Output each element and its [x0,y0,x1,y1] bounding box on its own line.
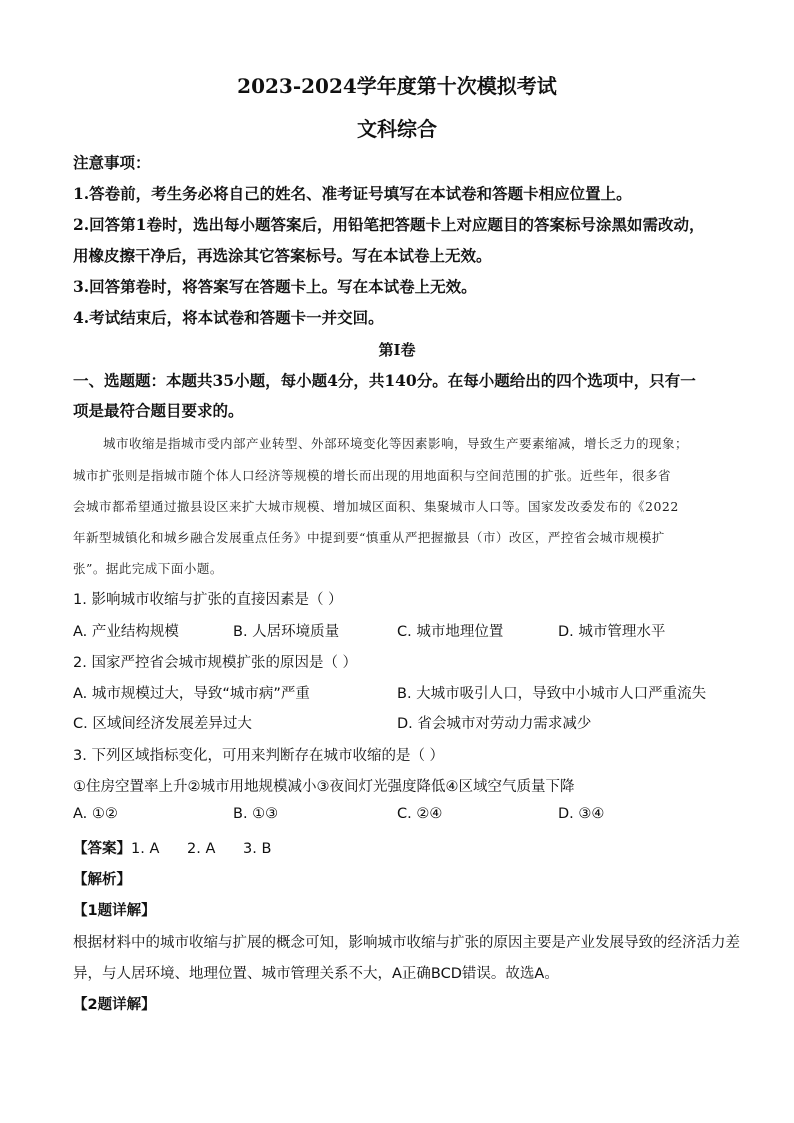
passage-line: 张”。据此完成下面小题。 [73,561,223,576]
section-instruction: 一、选题题：本题共35小题，每小题4分，共140分。在每小题给出的四个选项中，只有一 [73,371,696,390]
option-b: B. 大城市吸引人口，导致中小城市人口严重流失 [397,686,707,702]
option-a: A. 产业结构规模 [73,624,179,640]
section-instruction: 项是最符合题目要求的。 [73,401,244,420]
passage-line: 城市收缩是指城市受内部产业转型、外部环境变化等因素影响，导致生产要素缩减，增长乏力的现象； [103,436,689,451]
exam-title: 2023-2024学年度第十次模拟考试 [237,74,557,98]
question-stem: 2. 国家严控省会城市规模扩张的原因是（ ） [73,655,358,671]
passage-line: 会城市都希望通过撤县设区来扩大城市规模、增加城区面积、集聚城市人口等。国家发改委发布的《2022 [73,499,679,514]
detail-1-text: 异，与人居环境、地理位置、城市管理关系不大，A正确BCD错误。故选A。 [73,966,559,982]
notice-item: 4.考试结束后，将本试卷和答题卡一并交回。 [73,308,384,327]
question-stem: 1. 影响城市收缩与扩张的直接因素是（ ） [73,592,343,608]
question-statements: ①住房空置率上升②城市用地规模减小③夜间灯光强度降低④区域空气质量下降 [73,779,575,795]
option-c: C. ②④ [397,806,443,822]
notice-heading: 注意事项： [73,153,151,172]
notice-item: 用橡皮擦干净后，再选涂其它答案标号。写在本试卷上无效。 [73,246,492,265]
volume-heading: 第I卷 [378,341,416,359]
detail-1-text: 根据材料中的城市收缩与扩展的概念可知，影响城市收缩与扩张的原因主要是产业发展导致的经济活力差 [73,935,740,951]
option-a: A. ①② [73,806,118,822]
option-b: B. ①③ [233,806,279,822]
answer-tag: 【答案】 [73,841,131,857]
answer-line [73,837,271,858]
option-c: C. 城市地理位置 [397,624,504,640]
notice-item: 1.答卷前，考生务必将自己的姓名、准考证号填写在本试卷和答题卡相应位置上。 [73,184,632,203]
exam-subject: 文科综合 [357,117,437,141]
detail-1-tag: 【1题详解】 [73,903,156,919]
notice-item: 3.回答第卷时，将答案写在答题卡上。写在本试卷上无效。 [73,277,477,296]
passage-line: 城市扩张则是指城市随个体人口经济等规模的增长而出现的用地面积与空间范围的扩张。近些年，很多省 [73,468,672,483]
notice-item: 2.回答第1卷时，选出每小题答案后，用铅笔把答题卡上对应题目的答案标号涂黑如需改动， [73,215,705,234]
option-a: A. 城市规模过大，导致“城市病”严重 [73,686,310,702]
option-d: D. 省会城市对劳动力需求减少 [397,716,592,732]
passage-line: 年新型城镇化和城乡融合发展重点任务》中提到要“慎重从严把握撤县（市）改区，严控省会城市规模扩 [73,530,665,545]
option-c: C. 区域间经济发展差异过大 [73,716,252,732]
detail-2-tag: 【2题详解】 [73,997,156,1013]
option-d: D. ③④ [558,806,605,822]
option-b: B. 人居环境质量 [233,624,340,640]
analysis-tag: 【解析】 [73,872,131,888]
option-d: D. 城市管理水平 [558,624,666,640]
answer-text: 1. A 2. A 3. B [131,841,272,857]
question-stem: 3. 下列区域指标变化，可用来判断存在城市收缩的是（ ） [73,748,445,764]
